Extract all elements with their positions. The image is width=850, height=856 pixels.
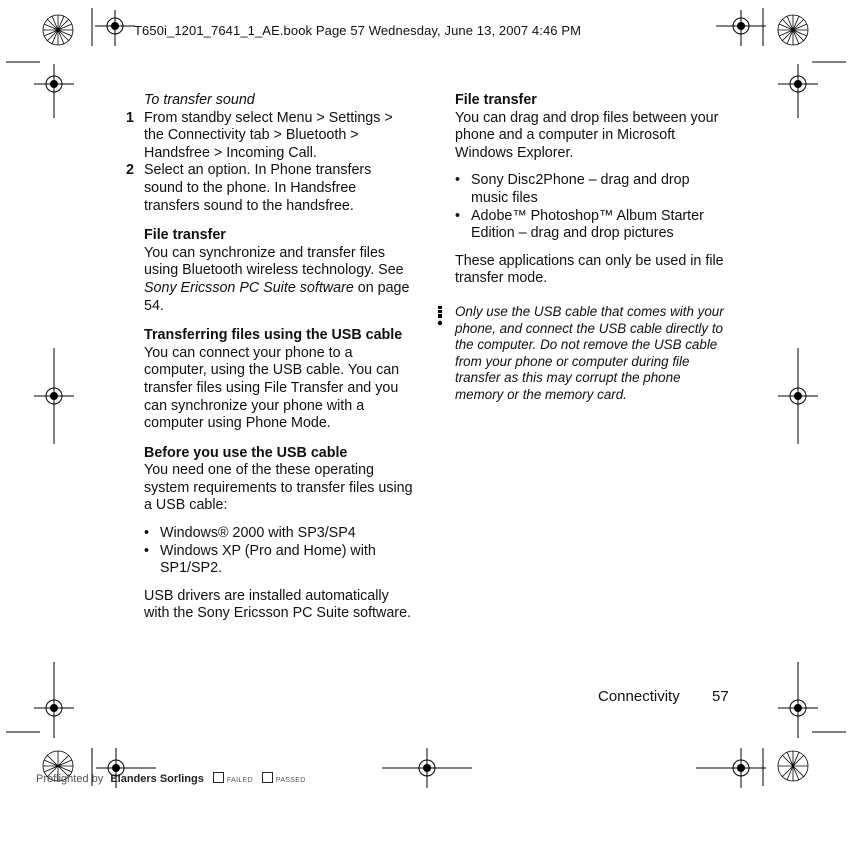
registration-mark-icon xyxy=(34,662,74,738)
step-number: 1 xyxy=(126,109,134,126)
bullet-icon: • xyxy=(455,207,461,224)
step-text: From standby select Menu > Settings > the Connectivity tab > Bluetooth > Handsfree > Incoming Call. xyxy=(144,109,393,161)
drivers-paragraph: USB drivers are installed automatically with the Sony Ericsson PC Suite software. xyxy=(144,587,411,622)
heading-transfer-sound: To transfer sound xyxy=(144,92,255,108)
printer-brand: Elanders Sorlings xyxy=(110,773,204,785)
exclamation-note-icon xyxy=(435,306,445,326)
list-item-text: Sony Disc2Phone – drag and drop music files xyxy=(471,172,690,206)
registration-mark-icon xyxy=(778,662,818,738)
color-star-target-icon xyxy=(775,12,811,48)
preflight-stamp xyxy=(36,772,306,785)
drag-drop-paragraph: You can drag and drop files between your phone and a computer in Microsoft Windows Explorer. xyxy=(455,109,719,161)
step-text: Select an option. In Phone transfers sound to the phone. In Handsfree transfers sound to the handsfree. xyxy=(144,162,372,214)
step-1 xyxy=(126,109,414,163)
registration-mark-icon xyxy=(95,10,135,50)
registration-mark-icon xyxy=(716,10,766,50)
registration-mark-icon xyxy=(696,748,766,788)
bullet-icon: • xyxy=(455,172,461,189)
step-2 xyxy=(126,162,414,215)
pc-suite-reference: Sony Ericsson PC Suite software xyxy=(144,279,354,296)
list-item xyxy=(455,208,730,243)
file-mode-paragraph: These applications can only be used in file transfer mode. xyxy=(455,252,724,287)
registration-mark-icon xyxy=(382,748,472,788)
passed-label: PASSED xyxy=(275,777,306,784)
file-transfer-text: You can synchronize and transfer files using Bluetooth wireless technology. See xyxy=(144,244,404,279)
checkbox-passed-icon xyxy=(262,772,273,783)
page-number: 57 xyxy=(712,688,729,705)
failed-label: FAILED xyxy=(226,777,253,784)
list-item-text: Windows® 2000 with SP3/SP4 xyxy=(160,525,356,542)
color-star-target-icon xyxy=(40,12,76,48)
right-column xyxy=(455,92,730,288)
section-title: Connectivity xyxy=(598,688,680,705)
registration-mark-icon xyxy=(34,60,74,120)
list-item xyxy=(455,172,730,207)
list-item-text: Adobe™ Photoshop™ Album Starter Edition – drag and drop pictures xyxy=(471,207,704,242)
left-column xyxy=(126,92,414,623)
requirements-paragraph: You need one of the these operating system requirements to transfer files using a USB cable: xyxy=(144,462,413,514)
list-item xyxy=(144,543,414,578)
usb-paragraph: You can connect your phone to a computer, using the USB cable. You can transfer files using File Transfer and you can synchronize your phone with a computer using Phone Mode. xyxy=(144,344,400,432)
file-transfer-paragraph xyxy=(144,245,414,315)
heading-file-transfer: File transfer xyxy=(144,227,226,244)
heading-file-transfer-right: File transfer xyxy=(455,92,537,108)
bullet-icon: • xyxy=(144,542,150,559)
heading-usb-transfer: Transferring files using the USB cable xyxy=(144,327,403,344)
bullet-icon: • xyxy=(144,525,150,542)
list-item xyxy=(144,525,414,543)
color-star-target-icon xyxy=(775,748,811,784)
step-number: 2 xyxy=(126,162,134,179)
registration-mark-icon xyxy=(778,60,818,120)
page-reference: on page 54. xyxy=(144,279,410,314)
heading-before-usb: Before you use the USB cable xyxy=(144,444,348,461)
registration-mark-icon xyxy=(34,348,74,444)
print-slug: T650i_1201_7641_1_AE.book Page 57 Wednesday, June 13, 2007 4:46 PM xyxy=(134,23,582,38)
registration-mark-icon xyxy=(778,348,818,444)
usb-cable-note: Only use the USB cable that comes with your phone, and connect the USB cable directly to the computer. Do not remove the USB cable from your phone or computer during file transfer as this may corrupt the phone memory or the memory card. xyxy=(455,304,724,402)
preflight-label: Preflighted by xyxy=(36,773,104,785)
list-item-text: Windows XP (Pro and Home) with SP1/SP2. xyxy=(160,542,376,577)
checkbox-failed-icon xyxy=(213,772,224,783)
